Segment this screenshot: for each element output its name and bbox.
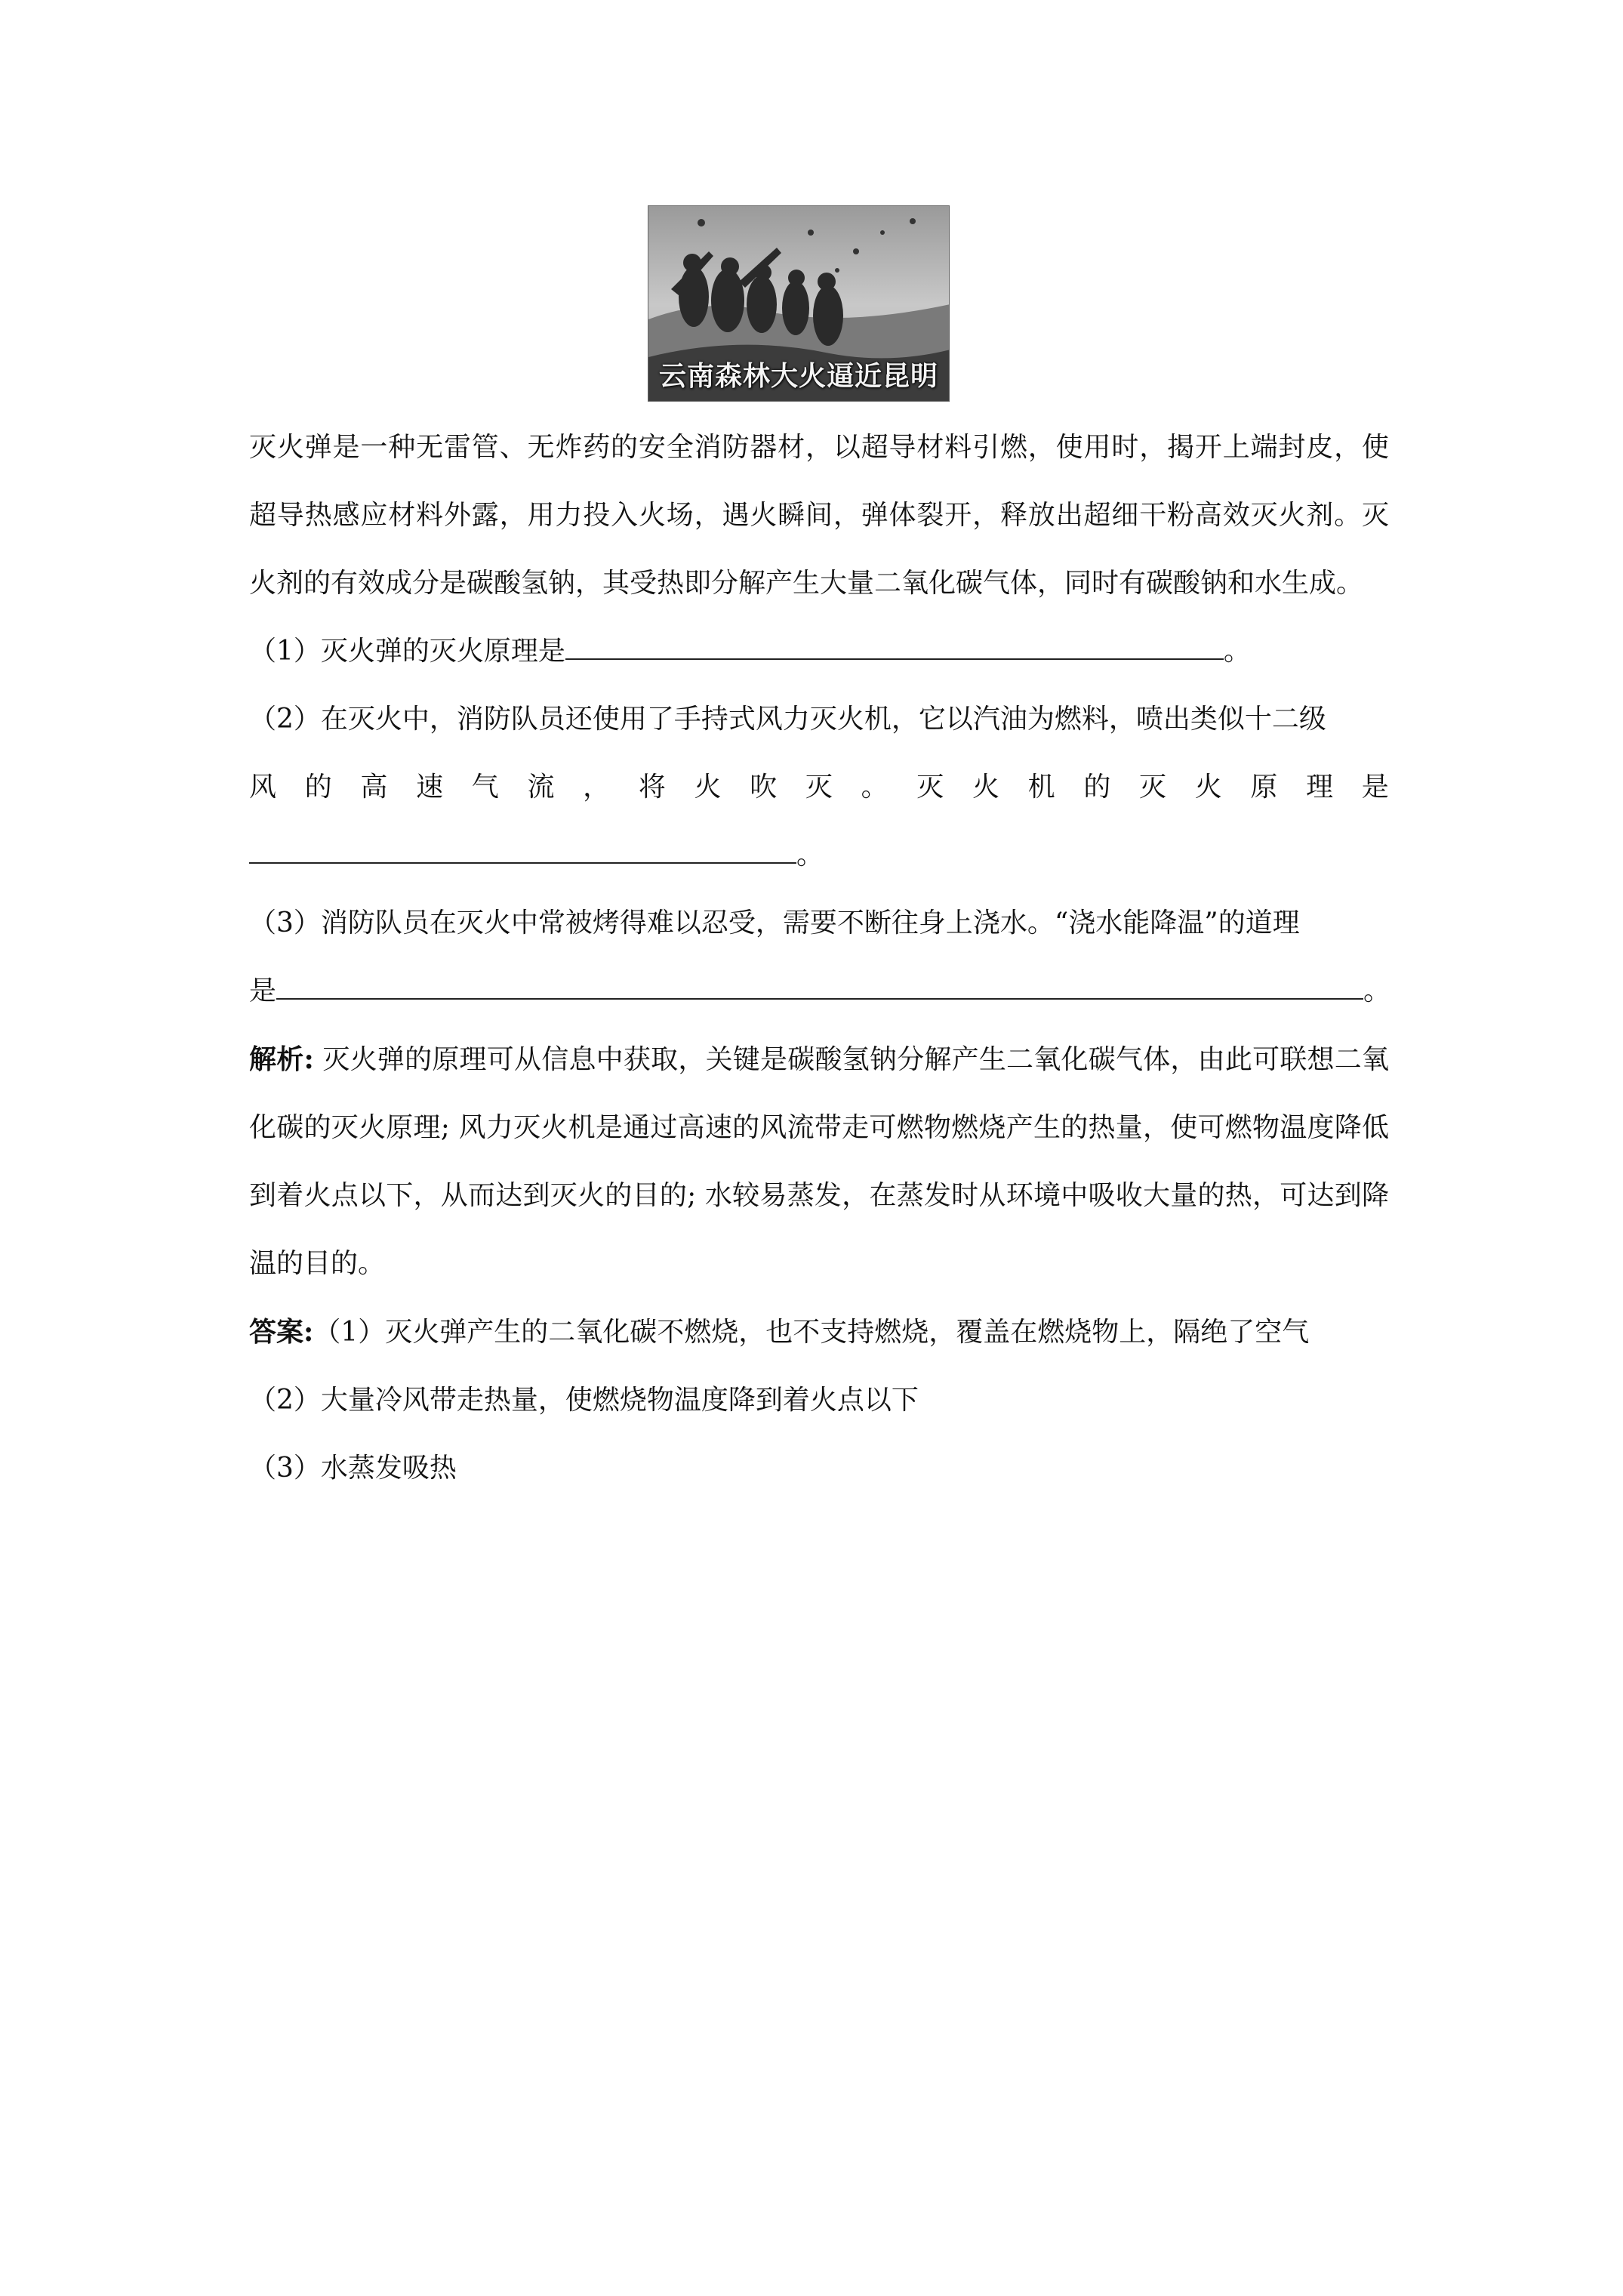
question-1-end: 。 [1223,636,1251,667]
answer-line-1 [249,1298,1389,1367]
question-2-char: 火 [1194,772,1222,803]
question-2-char: 吹 [750,772,778,803]
question-2-char: 原 [1250,772,1278,803]
question-3-start: 是 [249,975,277,1006]
answer-label: 答案: [249,1316,314,1348]
analysis-paragraph [249,1025,1389,1298]
question-3-line-1: （3）消防队员在灭火中常被烤得难以忍受，需要不断往身上浇水。“浇水能降温”的道理 [249,908,1300,938]
question-2-line-1: （2）在灭火中，消防队员还使用了手持式风力灭火机，它以汽油为燃料，喷出类似十二级 [249,704,1326,735]
answer-blank-2[interactable] [249,832,796,864]
question-2-char: 理 [1306,772,1334,803]
question-2-char: 的 [304,772,332,803]
question-2-char: 速 [416,772,444,803]
question-2-char: 灭 [805,772,833,803]
question-2-char: ， [583,772,611,803]
answer-blank-1[interactable] [565,628,1224,660]
question-2-char: 气 [471,772,499,803]
forest-fire-photo [648,205,950,402]
question-2-end: 。 [796,840,824,871]
question-2-char: 机 [1027,772,1055,803]
answer-2: （2）大量冷风带走热量，使燃烧物温度降到着火点以下 [249,1385,919,1416]
question-2-char: 高 [360,772,388,803]
intro-paragraph: 灭火弹是一种无雷管、无炸药的安全消防器材，以超导材料引燃，使用时，揭开上端封皮，使超导热感应材料外露，用力投入火场，遇火瞬间，弹体裂开，释放出超细干粉高效灭火剂。灭火剂的有效成分是碳酸氢钠，其受热即分解产生大量二氧化碳气体，同时有碳酸钠和水生成。 [249,432,1389,599]
answer-blank-3[interactable] [276,968,1363,1000]
answer-1: （1）灭火弹产生的二氧化碳不燃烧，也不支持燃烧，覆盖在燃烧物上，隔绝了空气 [313,1317,1310,1348]
question-2-char: 风 [249,772,277,803]
question-2-char: 。 [861,772,888,803]
question-2-char: 火 [972,772,999,803]
question-2-char: 将 [638,772,666,803]
question-2-char: 灭 [916,772,944,803]
answer-3: （3）水蒸发吸热 [249,1453,457,1484]
analysis-label: 解析: [249,1043,314,1075]
question-2-char: 火 [694,772,722,803]
question-3-end: 。 [1363,975,1391,1006]
question-1-text: （1）灭火弹的灭火原理是 [249,636,565,667]
question-2-char: 流 [527,772,555,803]
question-1 [249,618,1389,686]
question-2-line-3 [249,821,1389,889]
question-3-line-2 [249,957,1389,1025]
question-2-char: 灭 [1139,772,1167,803]
question-2-char: 是 [1361,772,1389,803]
question-2-char: 的 [1083,772,1111,803]
photo-caption: 云南森林大火逼近昆明 [658,360,938,392]
question-2-line-2 [249,754,1389,821]
question-body [249,414,1389,1502]
analysis-text: 灭火弹的原理可从信息中获取，关键是碳酸氢钠分解产生二氧化碳气体，由此可联想二氧化碳的灭火原理; 风力灭火机是通过高速的风流带走可燃物燃烧产生的热量，使可燃物温度降低到着火点以下，从而达到灭火的目的; 水较易蒸发，在蒸发时从环境中吸收大量的热，可达到降温的目的。 [249,1044,1389,1279]
